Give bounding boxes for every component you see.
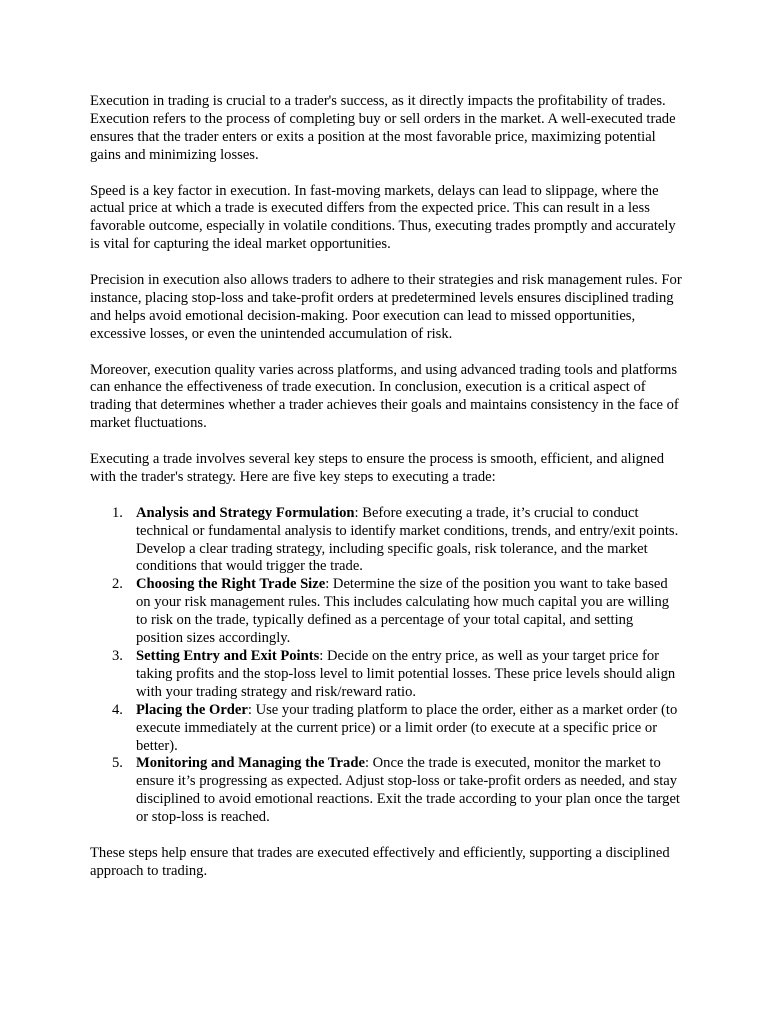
paragraph-execution-quality: Moreover, execution quality varies across platforms, and using advanced trading tools and platforms can enhance the effectiveness of trade execution. In conclusion, execution is a critical aspect of trading that determines whether a trader achieves their goals and maintains consistency in the face of market fluctuations. [90,361,679,432]
step-text: : Decide on the entry price, as well as your target price for taking profits and the stop-loss level to limit potential losses. These price levels should align with your trading strategy and risk/reward ratio. [136,648,676,700]
paragraph-steps-intro: Executing a trade involves several key steps to ensure the process is smooth, efficient, and aligned with the trader's strategy. Here are five key steps to executing a trade: [90,451,664,485]
step-item-monitoring [112,755,682,827]
step-title: Placing the Order [136,701,248,718]
step-title: Analysis and Strategy Formulation [136,504,355,521]
paragraph-precision: Precision in execution also allows traders to adhere to their strategies and risk management rules. For instance, placing stop-loss and take-profit orders at predetermined levels ensures disciplined trading and helps avoid emotional decision-making. Poor execution can lead to missed opportunities, excessive losses, or even the unintended accumulation of risk. [90,272,682,342]
step-item-entry-exit [112,648,682,702]
step-item-placing-order [112,701,682,756]
step-number: 5. [112,755,123,772]
step-number: 1. [112,504,123,521]
step-text: : Once the trade is executed, monitor the market to ensure it’s progressing as expected. Adjust stop-loss or take-profit orders as needed, and stay disciplined to avoid emotional reactions. Exit the trade according to your plan once the target or stop-loss is reached. [136,755,680,826]
step-number: 3. [112,648,123,665]
step-title: Monitoring and Managing the Trade [136,755,365,772]
step-item-analysis [112,504,682,577]
step-text: : Determine the size of the position you want to take based on your risk management rules. This includes calculating how much capital you are willing to risk on the trade, typically defined as a percentage of your total capital, and setting position sizes accordingly. [136,576,670,647]
step-item-trade-size [112,576,682,648]
step-text: : Use your trading platform to place the order, either as a market order (to execute immediately at the current price) or a limit order (to execute at a specific price or better). [136,701,678,754]
paragraph-closing: These steps help ensure that trades are executed effectively and efficiently, supporting a disciplined approach to trading. [90,844,670,879]
step-number: 4. [112,701,123,718]
step-text: : Before executing a trade, it’s crucial to conduct technical or fundamental analysis to identify market conditions, trends, and entry/exit points. Develop a clear trading strategy, including specific goals, risk tolerance, and the market conditions that would trigger the trade. [136,504,679,575]
paragraph-execution-importance: Execution in trading is crucial to a trader's success, as it directly impacts the profitability of trades. Execution refers to the process of completing buy or sell orders in the market. A well-executed trade ensures that the trader enters or exits a position at the most favorable price, maximizing potential gains and minimizing losses. [90,93,676,163]
steps-list [90,505,682,827]
document-page [90,93,682,899]
step-title: Setting Entry and Exit Points [136,648,320,665]
step-title: Choosing the Right Trade Size [136,576,326,593]
paragraph-speed: Speed is a key factor in execution. In fast-moving markets, delays can lead to slippage, where the actual price at which a trade is executed differs from the expected price. This can result in a less favorable outcome, especially in volatile conditions. Thus, executing trades promptly and accurately is vital for capturing the ideal market opportunities. [90,182,676,253]
step-number: 2. [112,576,123,593]
